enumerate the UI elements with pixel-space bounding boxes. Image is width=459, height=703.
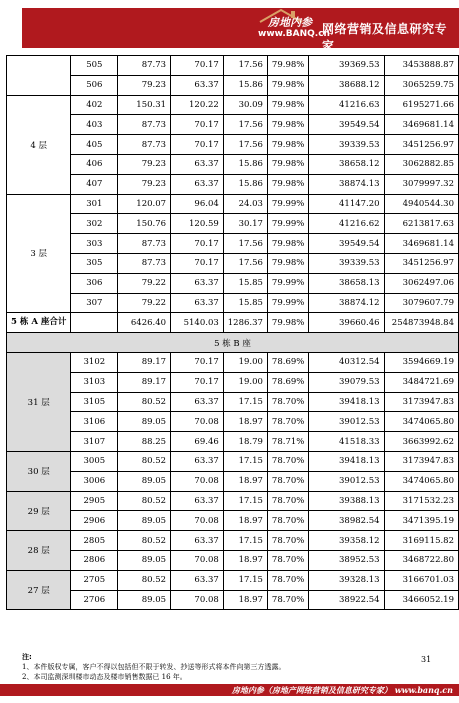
table-row	[7, 372, 459, 392]
table-row	[7, 174, 459, 194]
floor-cell: 4 层	[7, 95, 71, 194]
value-cell: 19.00	[223, 372, 267, 392]
value-cell: 69.46	[171, 432, 224, 452]
table-row	[7, 214, 459, 234]
unit-cell: 302	[71, 214, 118, 234]
value-cell: 15.85	[223, 293, 267, 313]
unit-cell: 307	[71, 293, 118, 313]
value-cell: 39418.13	[309, 451, 384, 471]
value-cell: 17.56	[223, 115, 267, 135]
value-cell: 78.70%	[267, 570, 308, 590]
value-cell: 79.98%	[267, 56, 308, 76]
table-row	[7, 253, 459, 273]
unit-cell: 402	[71, 95, 118, 115]
value-cell: 3451256.97	[384, 135, 458, 155]
unit-cell: 3006	[71, 471, 118, 491]
value-cell: 87.73	[118, 56, 171, 76]
value-cell: 39012.53	[309, 471, 384, 491]
unit-cell: 3005	[71, 451, 118, 471]
total-value-cell: 254873948.84	[384, 313, 458, 333]
footer-bar-text: 房地内参（房地产网络营销及信息研究专家） www.banq.cn	[231, 685, 453, 695]
value-cell: 3451256.97	[384, 253, 458, 273]
floor-cell: 3 层	[7, 194, 71, 313]
value-cell: 17.15	[223, 531, 267, 551]
value-cell: 63.37	[171, 491, 224, 511]
value-cell: 79.98%	[267, 135, 308, 155]
unit-cell: 3106	[71, 412, 118, 432]
value-cell: 70.08	[171, 511, 224, 531]
value-cell: 70.17	[171, 56, 224, 76]
value-cell: 63.37	[171, 451, 224, 471]
brand-slogan: 网络营销及信息研究专家	[322, 22, 448, 53]
value-cell: 70.17	[171, 352, 224, 372]
value-cell: 40312.54	[309, 352, 384, 372]
value-cell: 79.98%	[267, 174, 308, 194]
value-cell: 38952.53	[309, 550, 384, 570]
value-cell: 78.70%	[267, 590, 308, 610]
value-cell: 63.37	[171, 570, 224, 590]
table-row	[7, 95, 459, 115]
value-cell: 70.17	[171, 135, 224, 155]
value-cell: 17.15	[223, 491, 267, 511]
value-cell: 41147.20	[309, 194, 384, 214]
value-cell: 17.15	[223, 451, 267, 471]
value-cell: 17.15	[223, 392, 267, 412]
value-cell: 39388.13	[309, 491, 384, 511]
value-cell: 150.76	[118, 214, 171, 234]
unit-cell: 2706	[71, 590, 118, 610]
unit-cell: 305	[71, 253, 118, 273]
value-cell: 87.73	[118, 253, 171, 273]
value-cell: 3079997.32	[384, 174, 458, 194]
table-row	[7, 491, 459, 511]
value-cell: 79.98%	[267, 95, 308, 115]
table-row	[7, 234, 459, 254]
value-cell: 3469681.14	[384, 115, 458, 135]
value-cell: 39079.53	[309, 372, 384, 392]
total-value-cell: 6426.40	[118, 313, 171, 333]
value-cell: 30.09	[223, 95, 267, 115]
section-title: 5 栋 B 座	[7, 333, 459, 353]
value-cell: 39358.12	[309, 531, 384, 551]
value-cell: 3171532.23	[384, 491, 458, 511]
page-number: 31	[421, 655, 432, 664]
value-cell: 19.00	[223, 352, 267, 372]
unit-cell: 407	[71, 174, 118, 194]
value-cell: 78.70%	[267, 531, 308, 551]
value-cell: 89.05	[118, 412, 171, 432]
value-cell: 79.23	[118, 174, 171, 194]
value-cell: 15.86	[223, 154, 267, 174]
value-cell: 18.97	[223, 412, 267, 432]
floor-cell: 29 层	[7, 491, 71, 531]
value-cell: 78.71%	[267, 432, 308, 452]
value-cell: 89.05	[118, 511, 171, 531]
value-cell: 3453888.87	[384, 56, 458, 76]
value-cell: 87.73	[118, 115, 171, 135]
value-cell: 18.79	[223, 432, 267, 452]
value-cell: 3474065.80	[384, 471, 458, 491]
value-cell: 70.17	[171, 234, 224, 254]
value-cell: 87.73	[118, 234, 171, 254]
value-cell: 18.97	[223, 590, 267, 610]
value-cell: 63.37	[171, 531, 224, 551]
value-cell: 18.97	[223, 511, 267, 531]
value-cell: 70.08	[171, 471, 224, 491]
value-cell: 15.85	[223, 273, 267, 293]
value-cell: 15.86	[223, 75, 267, 95]
value-cell: 3594669.19	[384, 352, 458, 372]
unit-cell: 2806	[71, 550, 118, 570]
value-cell: 6195271.66	[384, 95, 458, 115]
value-cell: 41216.62	[309, 214, 384, 234]
value-cell: 79.22	[118, 273, 171, 293]
value-cell: 63.37	[171, 174, 224, 194]
value-cell: 120.07	[118, 194, 171, 214]
unit-cell: 3105	[71, 392, 118, 412]
table-row	[7, 75, 459, 95]
value-cell: 3474065.80	[384, 412, 458, 432]
value-cell: 3062882.85	[384, 154, 458, 174]
value-cell: 3466052.19	[384, 590, 458, 610]
value-cell: 3469681.14	[384, 234, 458, 254]
footer-bar	[0, 684, 459, 696]
unit-cell: 405	[71, 135, 118, 155]
table-row	[7, 293, 459, 313]
value-cell: 3169115.82	[384, 531, 458, 551]
value-cell: 17.56	[223, 135, 267, 155]
value-cell: 39339.53	[309, 253, 384, 273]
value-cell: 79.22	[118, 293, 171, 313]
value-cell: 3471395.19	[384, 511, 458, 531]
value-cell: 38658.12	[309, 154, 384, 174]
value-cell: 89.17	[118, 352, 171, 372]
floor-cell: 30 层	[7, 451, 71, 491]
value-cell: 38922.54	[309, 590, 384, 610]
value-cell: 80.52	[118, 392, 171, 412]
value-cell: 70.17	[171, 115, 224, 135]
value-cell: 3166701.03	[384, 570, 458, 590]
unit-cell: 306	[71, 273, 118, 293]
value-cell: 3079607.79	[384, 293, 458, 313]
value-cell: 70.17	[171, 253, 224, 273]
value-cell: 80.52	[118, 531, 171, 551]
value-cell: 80.52	[118, 451, 171, 471]
value-cell: 15.86	[223, 174, 267, 194]
table-row	[7, 56, 459, 76]
table-row	[7, 590, 459, 610]
value-cell: 89.05	[118, 590, 171, 610]
floor-cell: 27 层	[7, 570, 71, 610]
table-row	[7, 511, 459, 531]
total-value-cell: 39660.46	[309, 313, 384, 333]
value-cell: 39549.54	[309, 115, 384, 135]
value-cell: 39369.53	[309, 56, 384, 76]
value-cell: 80.52	[118, 570, 171, 590]
unit-cell: 2705	[71, 570, 118, 590]
table-row	[7, 154, 459, 174]
footnotes	[22, 652, 285, 682]
value-cell: 63.37	[171, 75, 224, 95]
total-row	[7, 313, 459, 333]
value-cell: 38982.54	[309, 511, 384, 531]
value-cell: 24.03	[223, 194, 267, 214]
value-cell: 88.25	[118, 432, 171, 452]
table-row	[7, 451, 459, 471]
value-cell: 78.70%	[267, 491, 308, 511]
value-cell: 39339.53	[309, 135, 384, 155]
unit-cell: 3103	[71, 372, 118, 392]
value-cell: 120.59	[171, 214, 224, 234]
unit-cell: 301	[71, 194, 118, 214]
value-cell: 63.37	[171, 392, 224, 412]
value-cell: 4940544.30	[384, 194, 458, 214]
table-row	[7, 432, 459, 452]
value-cell: 17.56	[223, 253, 267, 273]
table-row	[7, 550, 459, 570]
value-cell: 17.15	[223, 570, 267, 590]
unit-cell: 406	[71, 154, 118, 174]
value-cell: 63.37	[171, 293, 224, 313]
table-row	[7, 135, 459, 155]
floor-cell	[7, 56, 71, 96]
total-value-cell: 1286.37	[223, 313, 267, 333]
value-cell: 89.05	[118, 550, 171, 570]
unit-cell: 403	[71, 115, 118, 135]
table-row	[7, 194, 459, 214]
value-cell: 3173947.83	[384, 392, 458, 412]
value-cell: 38874.12	[309, 293, 384, 313]
table-row	[7, 570, 459, 590]
value-cell: 3062497.06	[384, 273, 458, 293]
value-cell: 79.99%	[267, 214, 308, 234]
value-cell: 70.08	[171, 590, 224, 610]
value-cell: 70.08	[171, 412, 224, 432]
value-cell: 6213817.63	[384, 214, 458, 234]
value-cell: 3663992.62	[384, 432, 458, 452]
value-cell: 89.17	[118, 372, 171, 392]
value-cell: 96.04	[171, 194, 224, 214]
value-cell: 3173947.83	[384, 451, 458, 471]
value-cell: 79.99%	[267, 194, 308, 214]
value-cell: 80.52	[118, 491, 171, 511]
value-cell: 79.98%	[267, 253, 308, 273]
table-row	[7, 115, 459, 135]
floor-cell: 31 层	[7, 352, 71, 451]
value-cell: 41518.33	[309, 432, 384, 452]
value-cell: 18.97	[223, 550, 267, 570]
value-cell: 63.37	[171, 273, 224, 293]
value-cell: 17.56	[223, 56, 267, 76]
unit-cell: 2905	[71, 491, 118, 511]
value-cell: 18.97	[223, 471, 267, 491]
value-cell: 79.23	[118, 75, 171, 95]
unit-cell: 3102	[71, 352, 118, 372]
unit-cell: 2906	[71, 511, 118, 531]
table-row	[7, 531, 459, 551]
total-value-cell: 5140.03	[171, 313, 224, 333]
unit-cell: 505	[71, 56, 118, 76]
unit-cell: 2805	[71, 531, 118, 551]
unit-cell: 506	[71, 75, 118, 95]
value-cell: 79.99%	[267, 273, 308, 293]
value-cell: 78.70%	[267, 471, 308, 491]
value-cell: 17.56	[223, 234, 267, 254]
brand-site: www.BANQ.cn	[258, 29, 330, 39]
value-cell: 39328.13	[309, 570, 384, 590]
value-cell: 38874.13	[309, 174, 384, 194]
value-cell: 78.70%	[267, 451, 308, 471]
table-row	[7, 352, 459, 372]
value-cell: 70.17	[171, 372, 224, 392]
page-header	[0, 0, 459, 58]
value-cell: 78.69%	[267, 352, 308, 372]
total-value-cell	[71, 313, 118, 333]
section-row	[7, 333, 459, 353]
value-cell: 39418.13	[309, 392, 384, 412]
value-cell: 3468722.80	[384, 550, 458, 570]
value-cell: 89.05	[118, 471, 171, 491]
brand-name: 房地内参	[268, 16, 312, 29]
value-cell: 79.98%	[267, 75, 308, 95]
value-cell: 120.22	[171, 95, 224, 115]
table-row	[7, 392, 459, 412]
table-row	[7, 273, 459, 293]
value-cell: 78.69%	[267, 372, 308, 392]
value-cell: 79.98%	[267, 234, 308, 254]
note-2: 2、本司监测深圳楼市动态及楼市销售数据已 16 年。	[22, 673, 187, 681]
value-cell: 39012.53	[309, 412, 384, 432]
sales-table	[6, 55, 459, 610]
value-cell: 79.98%	[267, 115, 308, 135]
value-cell: 78.70%	[267, 412, 308, 432]
value-cell: 78.70%	[267, 511, 308, 531]
unit-cell: 3107	[71, 432, 118, 452]
value-cell: 79.98%	[267, 154, 308, 174]
value-cell: 150.31	[118, 95, 171, 115]
unit-cell: 303	[71, 234, 118, 254]
value-cell: 79.99%	[267, 293, 308, 313]
total-label: 5 栋 A 座合计	[7, 313, 71, 333]
value-cell: 38688.12	[309, 75, 384, 95]
total-value-cell: 79.98%	[267, 313, 308, 333]
value-cell: 30.17	[223, 214, 267, 234]
value-cell: 70.08	[171, 550, 224, 570]
value-cell: 79.23	[118, 154, 171, 174]
value-cell: 41216.63	[309, 95, 384, 115]
value-cell: 87.73	[118, 135, 171, 155]
value-cell: 38658.13	[309, 273, 384, 293]
value-cell: 63.37	[171, 154, 224, 174]
table-row	[7, 471, 459, 491]
table-row	[7, 412, 459, 432]
value-cell: 3484721.69	[384, 372, 458, 392]
floor-cell: 28 层	[7, 531, 71, 571]
value-cell: 39549.54	[309, 234, 384, 254]
note-1: 1、本件版权专属，客户不得以包括但不限于转发、抄送等形式将本件向第三方透露。	[22, 663, 286, 671]
note-label: 注:	[22, 653, 32, 661]
value-cell: 78.70%	[267, 550, 308, 570]
value-cell: 78.70%	[267, 392, 308, 412]
value-cell: 3065259.75	[384, 75, 458, 95]
